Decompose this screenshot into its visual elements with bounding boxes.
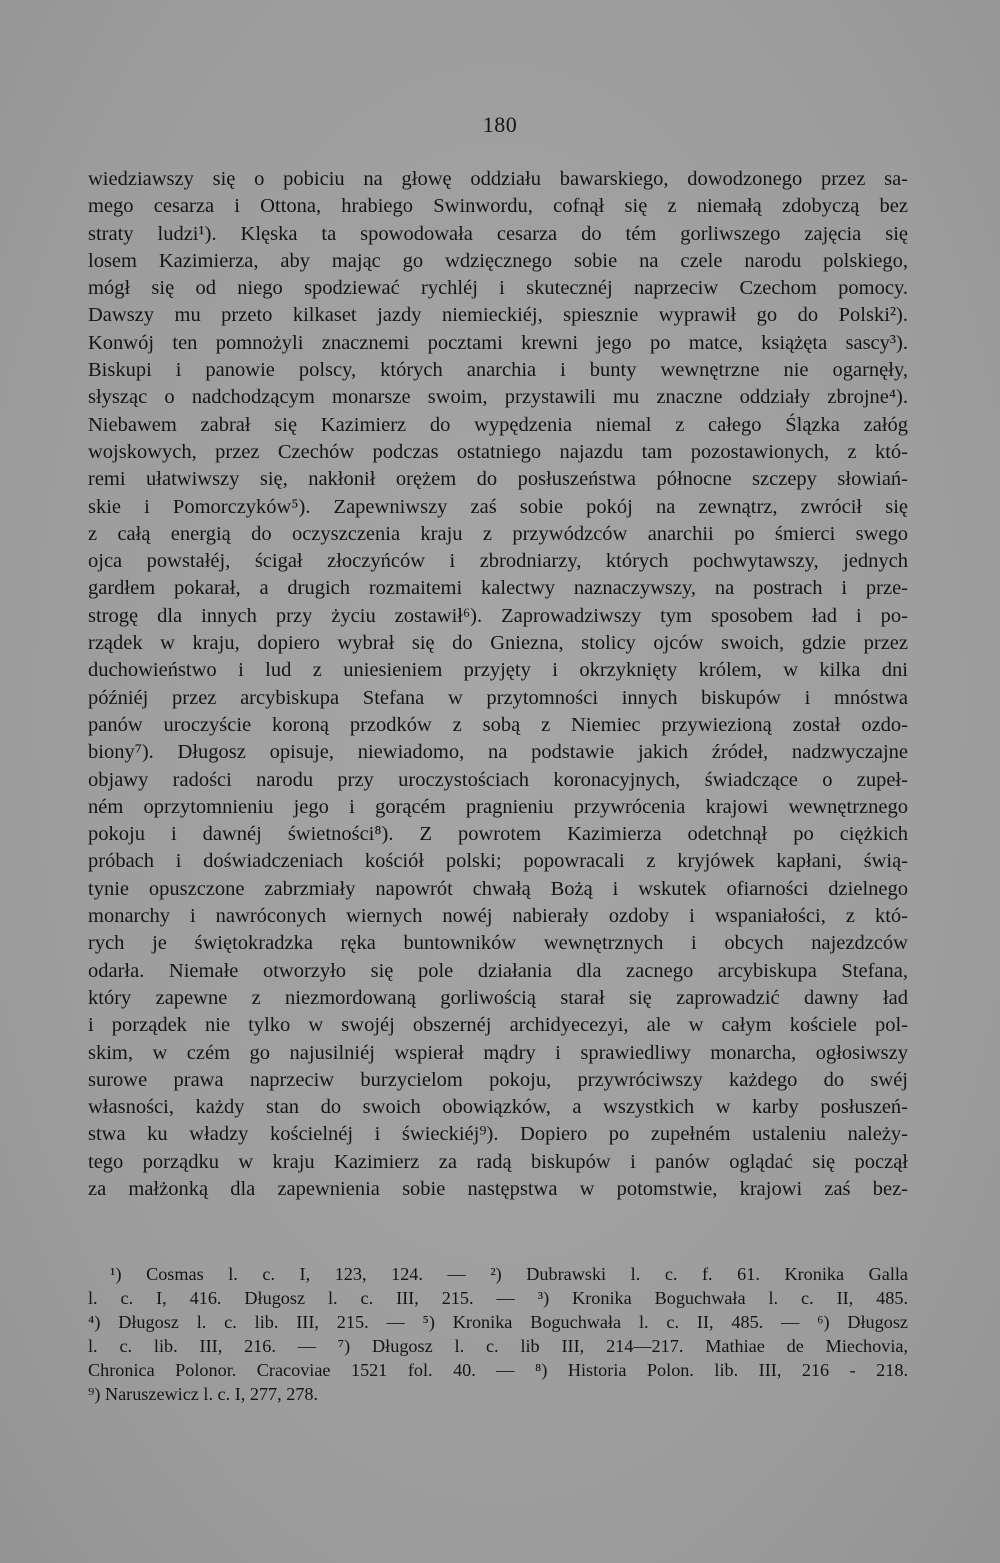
footnote-line: ⁹) Naruszewicz l. c. I, 277, 278. xyxy=(88,1384,319,1404)
text-line: remi ułatwiwszy się, nakłonił orężem do posłuszeństwa północne szczepy słowiań- xyxy=(88,468,908,491)
text-line: pokoju i dawnéj świetności⁸). Z powrotem Kazimierza odetchnął po ciężkich xyxy=(88,823,908,846)
footnote-line: ¹) Cosmas l. c. I, 123, 124. — ²) Dubrawski l. c. f. 61. Kronika Galla xyxy=(110,1264,908,1284)
text-line: skim, w czém go najusilniéj wspierał mądry i sprawiedliwy monarcha, ogłosiwszy xyxy=(88,1041,908,1064)
text-line: Konwój ten pomnożyli znacznemi pocztami krewni jego po matce, książęta sascy³). xyxy=(88,331,908,354)
text-line: Niebawem zabrał się Kazimierz do wypędzenia niemal z całego Ślązka załóg xyxy=(88,413,908,436)
text-line: objawy radości narodu przy uroczystościach koronacyjnych, świadczące o zupeł- xyxy=(88,768,908,791)
text-line: i porządek nie tylko w swojéj obszernéj archidyecezyi, ale w całym kościele pol- xyxy=(88,1014,908,1037)
text-line: monarchy i nawróconych wiernych nowéj nabierały ozdoby i wspaniałości, z któ- xyxy=(88,905,908,928)
text-line: późniéj przez arcybiskupa Stefana w przytomności innych biskupów i mnóstwa xyxy=(88,686,908,709)
text-line: mego cesarza i Ottona, hrabiego Swinwordu, cofnął się z niemałą zdobyczą bez xyxy=(88,195,908,218)
text-line: panów uroczyście koroną przodków z sobą z Niemiec przywiezioną został ozdo- xyxy=(88,713,908,736)
text-line: próbach i doświadczeniach kościół polski; popowracali z kryjówek kapłani, świą- xyxy=(88,850,908,873)
text-line: z całą energią do oczyszczenia kraju z przywódzców anarchii po śmierci swego xyxy=(88,522,908,545)
text-line: za małżonką dla zapewnienia sobie następstwa w potomstwie, krajowi zaś bez- xyxy=(88,1177,908,1200)
text-line: surowe prawa naprzeciw burzycielom pokoju, przywróciwszy każdego do swéj xyxy=(88,1068,908,1091)
text-line: Dawszy mu przeto kilkaset jazdy niemieckiéj, spiesznie wyprawił go do Polski²). xyxy=(88,304,908,327)
text-line: tego porządku w kraju Kazimierz za radą biskupów i panów oglądać się począł xyxy=(88,1150,908,1173)
footnote-line: l. c. lib. III, 216. — ⁷) Długosz l. c. lib III, 214—217. Mathiae de Miechovia, xyxy=(88,1336,908,1356)
text-line: tynie opuszczone zabrzmiały napowrót chwałą Bożą i wskutek ofiarności dzielnego xyxy=(88,877,908,900)
text-line: biony⁷). Długosz opisuje, niewiadomo, na podstawie jakich źródeł, nadzwyczajne xyxy=(88,741,908,764)
text-line: gardłem pokarał, a drugich rozmaitemi kalectwy naznaczywszy, na postrach i prze- xyxy=(88,577,908,600)
text-line: stwa ku władzy kościelnéj i świeckiéj⁹). Dopiero po zupełném ustaleniu należy- xyxy=(88,1123,908,1146)
text-line: Biskupi i panowie polscy, których anarchia i bunty wewnętrzne nie ogarnęły, xyxy=(88,359,908,382)
footnotes xyxy=(88,1262,908,1406)
text-line: wojskowych, przez Czechów podczas ostatniego najazdu tam pozostawionych, z któ- xyxy=(88,440,908,463)
text-line: skie i Pomorczyków⁵). Zapewniwszy zaś sobie pokój na zewnątrz, zwrócił się xyxy=(88,495,908,518)
text-line: rządek w kraju, dopiero wybrał się do Gniezna, stolicy ojców swoich, gdzie przez xyxy=(88,632,908,655)
text-line: rych je świętokradzka ręka buntowników wewnętrznych i obcych najezdzców xyxy=(88,932,908,955)
text-line: który zapewne z niezmordowaną gorliwością starał się zaprowadzić dawny ład xyxy=(88,986,908,1009)
text-line: duchowieństwo i lud z uniesieniem przyjęty i okrzyknięty królem, w kilka dni xyxy=(88,659,908,682)
page-number: 180 xyxy=(482,112,518,137)
footnote-line: l. c. I, 416. Długosz l. c. III, 215. — ³) Kronika Boguchwała l. c. II, 485. xyxy=(88,1288,908,1308)
footnote-line: Chronica Polonor. Cracoviae 1521 fol. 40. — ⁸) Historia Polon. lib. III, 216 - 218. xyxy=(88,1360,908,1380)
main-text xyxy=(88,166,908,1203)
text-line: strogę dla innych przy życiu zostawił⁶). Zaprowadziwszy tym sposobem ład i po- xyxy=(88,604,908,627)
text-line: słysząc o nadchodzącym monarsze swoim, przystawili mu znaczne oddziały zbrojne⁴). xyxy=(88,386,908,409)
text-line: ném oprzytomnieniu jego i gorącém pragnieniu przywrócenia krajowi wewnętrznego xyxy=(88,795,908,818)
text-line: wiedziawszy się o pobiciu na głowę oddziału bawarskiego, dowodzonego przez sa- xyxy=(88,168,908,190)
text-line: mógł się od niego spodziewać rychléj i skutecznéj naprzeciw Czechom pomocy. xyxy=(88,277,908,300)
text-line: odarła. Niemałe otworzyło się pole działania dla zacnego arcybiskupa Stefana, xyxy=(88,959,908,982)
text-line: ojca powstałéj, ścigał złoczyńców i zbrodniarzy, których pochwytawszy, jednych xyxy=(88,550,908,573)
text-line: straty ludzi¹). Klęska ta spowodowała cesarza do tém gorliwszego zajęcia się xyxy=(88,222,908,245)
text-line: losem Kazimierza, aby mając go wdzięcznego sobie na czele narodu polskiego, xyxy=(88,249,908,272)
text-line: własności, każdy stan do swoich obowiązków, a wszystkich w karby posłuszeń- xyxy=(88,1096,908,1119)
footnote-line: ⁴) Długosz l. c. lib. III, 215. — ⁵) Kronika Boguchwała l. c. II, 485. — ⁶) Długosz xyxy=(88,1312,908,1332)
